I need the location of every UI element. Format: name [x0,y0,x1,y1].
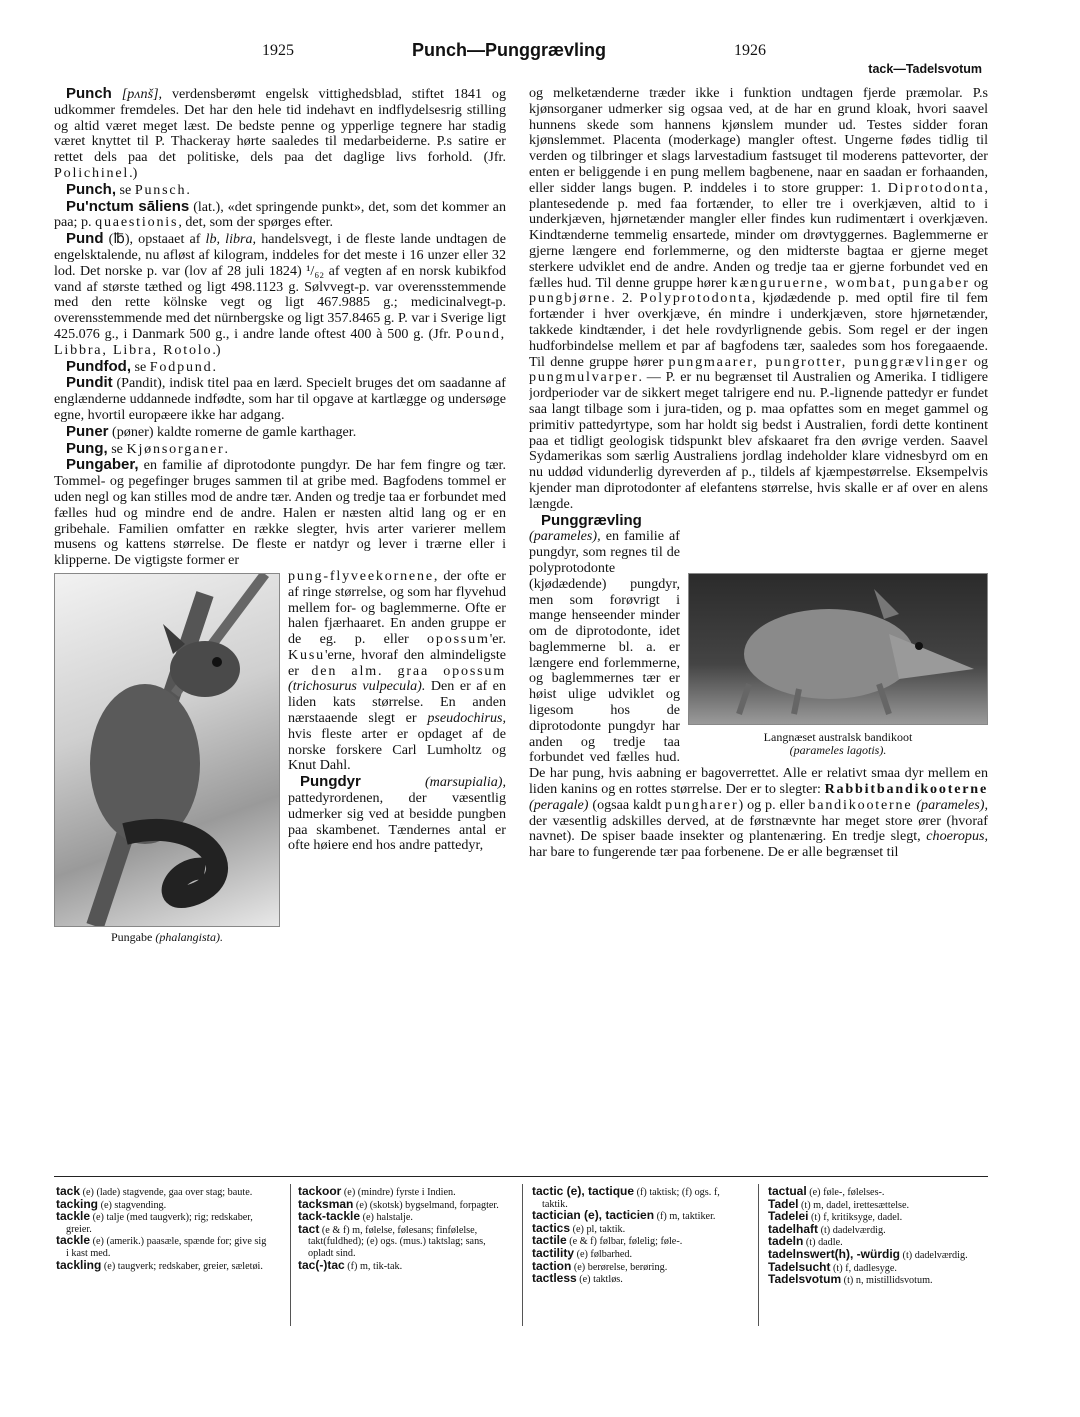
footer-headword: tadelnswert(h), -würdig [768,1246,900,1261]
language-marker-icon: (e) [90,1236,107,1248]
footer-headword: tactual [768,1184,807,1198]
footer-headword: tactile [532,1233,567,1248]
footer-entry [298,1221,513,1260]
entry-pundit: Pundit (Pandit), indisk titel paa en lærd. Specielt bruges det om saadanne af englænderne uddannede indfødte, som har til opgave at kartlægge og undersøge egne, hvortil europæere ikke har adgang. [54,374,506,423]
footer-definition: berørelse, berøring. [587,1261,668,1273]
language-marker-icon: (t) [818,1224,833,1236]
footer-headword: tac(-)tac [298,1257,345,1272]
footer-headword: tactless [532,1271,577,1286]
headword: Punggrævling [541,511,642,529]
footer-definition: stagvending. [114,1199,167,1211]
language-marker-icon: (e) [806,1187,824,1198]
headword: Pund [66,230,104,248]
footer-entry [768,1274,983,1287]
language-marker-icon: (t) [808,1212,824,1224]
footer-definition: (amerik.) paasæle, spænde for; give sig i kast med. [66,1236,267,1259]
language-marker-icon: (t) [803,1237,819,1249]
left-column [54,86,506,1168]
footer-entry [298,1211,513,1224]
headword: Pundfod, [66,357,131,375]
language-marker-icon: (e) [571,1261,588,1273]
running-tag: tack—Tadelsvotum [868,62,982,76]
footer-entry [56,1211,271,1235]
footer-definition: dadelværdig. [914,1249,968,1261]
footer-divider [54,1176,988,1177]
footer-headword: tactic (e), tactique [532,1184,635,1198]
entry-pungaber-cont: pung-flyveekornene, der ofte er af ringe størrelse, og som har flyvehud mellem for- og baglemmerne. Ofte er halen fjærhaaret. En anden gruppe er de eg. p. eller opossum'er. Kusu'erne, hvoraf den almindeligste er den alm. graa opossum (trichosurus vulpecula). Den er af en liden kats størrelse. En anden nærstaaende slegt er pseudochirus, hvis fleste arter er opdaget af de norske forskere Carl Lumholtz og Knut Dahl. [288,567,506,774]
footer-definition: (skotsk) bygselmand, forpagter. [369,1199,499,1211]
footer-column-divider [522,1184,523,1326]
footer-headword: Tadelsvotum [768,1272,842,1287]
footer-definition: pl, taktik. [586,1223,626,1235]
footer-definition: m, følelse, følesans; finfølelse, takt(fuldhed); (e) ogs. (mus.) taktslag; sans, opladt sind. [308,1224,486,1259]
footer-headword: tactics [532,1220,571,1235]
footer-definition: føle-, følelses-. [823,1187,885,1198]
language-marker-icon: (e) [576,1274,594,1286]
footer-headword: Tadelei [768,1209,809,1224]
footer-headword: Tadel [768,1196,799,1211]
language-marker-icon: (t) [900,1249,915,1261]
bandikoot-photo [688,573,988,725]
entry-pungdyr-cont: og melketænderne træder ikke i funktion undtagen fjerde præmolar. P.s kjønsorganer udmerker sig ogsaa ved, at de har en grund kloak, hvori saavel hunnens skede som hannens kjønslem munder ud. Testes sidder foran kjønslemmet. Placenta (moderkage) mangler oftest. Ungerne fødes tidlig til verden og tilbringer et slags larvestadium fastsuget til moderens pattevorter, der enten er beliggende i en pung mellem bagbenene, naar en saadan er forhaanden, eller sidder langs bugen. P. inddeles i to store grupper: 1. Diprotodonta, plantesedende p. med faa fortænder, to eller tre i overkjæven, altid to i underkjæven, hjørnetænder mangler eller findes kun rudimentært i overkjæven. Kindtænderne temmelig ensartede, minder om drøvtyggernes. Baglemmerne er gjerne længere end forlemmerne, og den midterste bagtaa er gjerne meget sterkere udviklet end de andre. Anden og tredje taa er gjerne forbundet ved en fælles hud. Til denne gruppe hører kænguruerne, wombat, pungaber og pungbjørne. 2. Polyprotodonta, kjødædende p. med optil fire til fem fortænder i hver overkjæve, én mindre i underkjæven, store hjørnetænder, takkede kindtænder, i det hele rovdyrlignende gebis. Som regel er der ingen hudforbindelse mellem et par af bagfodens tær, saaledes som hos foregaaende. Til denne gruppe hører pungmaarer, pungrotter, punggrævlinger og pungmulvarper. — P. er nu begrænset til Australien og Amerika. I tidligere jordperioder var de sikkert meget talrigere end nu. P.-lignende pattedyr er fundet saa langt tilbage som i jura-tiden, og p. maa opfattes som en meget gammel og primitiv pattedyrtype, som har holdt sig bedst i Australien, fordi dette kontinent paa et tidligt geologisk tidspunkt blev afskaaret fra den øvrige verden. Saavel Sydamerikas som særlig Australiens jordlag indeholder klare vidnesbyrd om en nu uddød vidunderlig dyreverden af p., tildels af kjæmpestørrelse. Eksempelvis kjender man diprotodonter af elefantens størrelse, hvis skalle er af over en alens længde. [529,86,988,512]
headword: Pundit [66,374,113,392]
footer-definition: m, taktiker. [669,1211,716,1223]
figure-pungabe [54,573,280,944]
language-marker-icon: (e) [570,1223,587,1235]
footer-column-divider [758,1184,759,1326]
footer-headword: tact [298,1221,320,1236]
footer-definition: dadle. [818,1237,843,1249]
headword: Pu'nctum sāliens [66,197,190,215]
footer-definition: taktløs. [593,1274,623,1286]
language-marker-icon: (t) [798,1199,814,1211]
page-number-left: 1925 [262,42,294,59]
footer-definition: talje (med taugverk); rig; redskaber, greier. [66,1212,253,1235]
footer-definition: m, tik-tak. [359,1260,403,1272]
footer-column-divider [290,1184,291,1326]
headword: Punch [66,86,112,102]
entry-punggraevling: Punggrævling (parameles), en familie af pungdyr, som regnes til de polyprotodonte (kjødædende) pungdyr, men som forøvrigt i mange henseender minder om de diprotodonte, idet baglemmerne bl. a. er længere end forlemmerne, og baglemmernes tær er høist ulige udviklet og ligesom hos de diprotodonte pungdyr har anden og tredje taa forbundet ved fælles hud. De har pung, hvis aabning er bagoverrettet. Alle er relativt smaa dyr mellem en liden kanins og en rottes størrelse. Der er to slegter: Rabbitbandikooterne (peragale) (ogsaa kaldt pungharer) og p. eller bandikooterne (parameles), der væsentlig adskilles derved, at de førstnævnte har meget store ører (hvoraf navnet). De spiser baade insekter og plantenæring. En tredje slegt, choeropus, har bare to fungerende tær paa forbenene. De er alle begrænset til [529,511,988,861]
headword: Pungdyr [300,773,361,791]
language-marker-icon: (e) [353,1199,370,1211]
entry-pungaber: Pungaber, en familie af diprotodonte pungdyr. De har fem fingre og tær. Tommel- og pegefinger bruges sammen til at gribe med. Bagfodens tommel er uden negl og kan stilles mod de andre tær. Anden og tredje taa er forbundet med fælles hud og mindre end de andre. Halen er næsten altid lang og er en gribehale. Familien omfatter en række slegter, hvis arter varierer mellem musens og kattens størrelse. De fleste er natdyr og lever i trærne eller i klipperne. De vigtigste former er [54,456,506,569]
headword: Punch, [66,180,117,198]
right-column [529,86,988,1168]
language-marker-icon: (e) [341,1187,358,1198]
footer-definition: taugverk; redskaber, greier, sæletøi. [117,1260,263,1272]
footer-column-1 [56,1186,271,1272]
footer-entry [768,1186,983,1199]
footer-headword: tactility [532,1245,575,1260]
footer-headword: tackling [56,1257,102,1272]
headword: Pung, [66,439,108,457]
footer-headword: tacking [56,1196,99,1211]
footer-entry [532,1186,747,1210]
entry-puner: Puner (pøner) kaldte romerne de gamle karthager. [66,422,357,440]
footer-column-2 [298,1186,513,1272]
footer-headword: tackle [56,1233,91,1248]
entry-punctum: Pu'nctum sāliens (lat.), «det springende punkt», det, som det kommer an paa; p. quaestionis, det, som der spørges efter. [54,197,506,231]
footer-headword: tadeln [768,1234,804,1249]
bandicoot-illustration [689,574,987,724]
page-number-right: 1926 [734,42,766,59]
figure-caption: Pungabe (phalangista). [111,929,223,944]
footer-definition: følbar, følelig; føle-. [599,1236,683,1248]
footer-definition: m, dadel, irettesættelse. [813,1199,910,1211]
footer-headword: taction [532,1258,572,1273]
language-marker-icon: (f) [654,1211,670,1223]
footer-definition: taktisk; (f) ogs. f, taktik. [542,1187,720,1210]
footer-entry [56,1257,271,1273]
footer-headword: tackoor [298,1184,342,1198]
headword: Pungaber, [66,456,139,474]
entry-punch: Punch [pʌnš], verdensberømt engelsk vittighedsblad, stiftet 1841 og udkommer fremdeles. Det har den hele tid indehavt en indflydelsesrig stilling og altid været meget læst. De bedste penne og ypperlige tegnere har stadig været knyttet til P. Thackeray hørte saaledes til medarbeiderne. P.s satire er rettet dels paa det politiske, dels paa det daglige livs forhold. (Jfr. Polichinel.) [54,86,506,181]
entry-pung: Pung, se Kjønsorganer. [66,439,229,457]
footer-column-3 [532,1186,747,1286]
figure-caption: Langnæset australsk bandikoot (parameles lagotis). [763,729,913,757]
page-title: Punch—Punggrævling [412,40,607,60]
entry-punch-ref: Punch, se Punsch. [66,180,190,198]
footer-headword: tadelhaft [768,1221,819,1236]
entry-pund: Pund (℔), opstaaet af lb, libra, handelsvegt, i de fleste lande undtagen de engelsktalende, nu afløst af kilogram, inddeles for det meste i 16 unzer eller 32 lod. Det norske p. var (lov af 28 juli 1824) ¹/₆₂ af vegten af en norsk kubikfod vand af største tæthed og ligt 498.1123 g. Sølvvegt-p. var overensstemmende med den rette kölnske vegt og ligt 467.9885 g.; medicinalvegt-p. overensstemmende med det nürnbergske og ligt 357.8465 g. P. var i Sverige ligt 425.076 g., i Danmark 500 g., i andre lande oftest 400 à 500 g. (Jfr. Pound, Libbra, Libra, Rotolo.) [54,230,506,358]
footer-definition: f, kritiksyge, dadel. [823,1212,903,1224]
headword: Puner [66,422,109,440]
language-marker-icon: (e & f) [319,1224,353,1236]
footer-headword: tactician (e), tacticien [532,1208,655,1223]
figure-bandikoot [688,573,988,757]
entry-pundfod: Pundfod, se Fodpund. [66,357,217,375]
footer-definition: halstalje. [376,1212,413,1224]
footer-headword: tack-tackle [298,1209,361,1224]
footer-definition: n, mistillidsvotum. [855,1275,933,1287]
footer-definition: følbarhed. [590,1248,633,1260]
language-marker-icon: (e) [98,1199,115,1211]
footer-entry [298,1257,513,1273]
footer-entry [56,1235,271,1259]
footer-headword: tackle [56,1209,91,1224]
language-marker-icon: (f) [634,1187,650,1198]
language-marker-icon: (f) [344,1260,360,1272]
language-marker-icon: (e) [360,1212,377,1224]
language-marker-icon: (e) [90,1212,107,1224]
footer-entry [532,1273,747,1286]
entry-pungdyr: Pungdyr (marsupialia), pattedyrordenen, der væsentlig udmerker sig ved at besidde pungben paa skambenet. Tændernes antal er ofte høiere end hos andre pattedyr, [288,773,506,854]
possum-illustration [55,574,279,926]
language-marker-icon: (e) [574,1248,591,1260]
footer-headword: tacksman [298,1196,354,1211]
language-marker-icon: (t) [841,1275,856,1287]
footer-headword: Tadelsucht [768,1259,831,1274]
footer-definition: f, dadlesyge. [845,1262,897,1274]
footer-definition: (lade) stagvende, gaa over stag; baute. [96,1187,253,1198]
footer-definition: dadelværdig. [832,1224,886,1236]
language-marker-icon: (e & f) [566,1236,600,1248]
footer-definition: (mindre) fyrste i Indien. [357,1187,456,1198]
language-marker-icon: (e) [80,1187,97,1198]
footer-column-4 [768,1186,983,1287]
language-marker-icon: (t) [830,1262,846,1274]
pungabe-photo [54,573,280,927]
language-marker-icon: (e) [101,1260,118,1272]
footer-headword: tack [56,1184,81,1198]
